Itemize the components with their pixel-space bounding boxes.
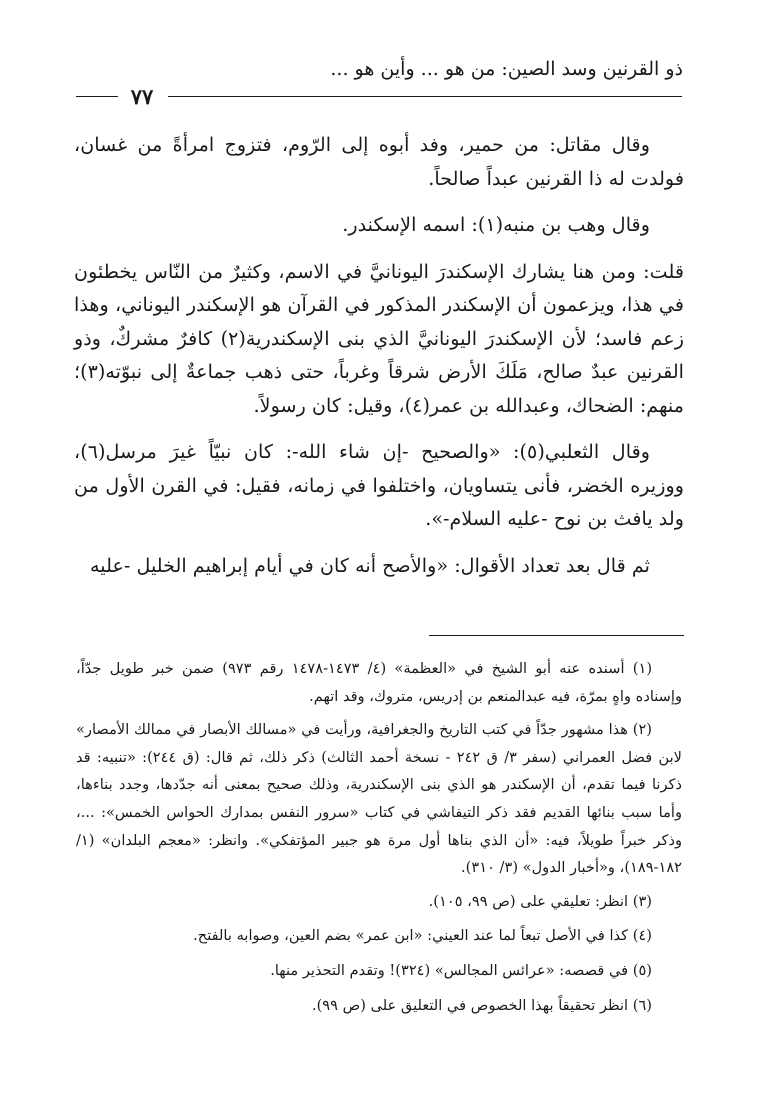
paragraph-wahb: وقال وهب بن منبه(١): اسمه الإسكندر. — [342, 213, 650, 236]
paragraph-thalabi: وقال الثعلبي(٥): «والصحيح -إن شاء الله-: كان نبيّاً غيرَ مرسل(٦)، ووزيره الخضر، فأنى يتساويان، واختلفوا في زمانه، فقيل: في القرن الأول من ولد يافث بن نوح -عليه السلام-». — [74, 440, 684, 530]
footnote-separator — [429, 635, 684, 636]
main-text — [74, 128, 684, 595]
footnote-5: (٥) في قصصه: «عرائس المجالس» (٣٢٤)! وتقدم التحذير منها. — [270, 961, 652, 979]
page-number: ٧٧ — [130, 84, 154, 109]
paragraph-qultu: قلت: ومن هنا يشارك الإسكندرَ اليونانيَّ في الاسم، وكثيرٌ من النّاس يخطئون في هذا، ويزعمون أن الإسكندر المذكور في القرآن هو الإسكندر اليوناني، وهذا زعم فاسد؛ لأن الإسكندرَ اليونانيَّ الذي بنى الإسكندرية(٢) كافرٌ مشركٌ، وذو القرنين عبدٌ صالح، مَلَكَ الأرض شرقاً وغرباً، حتى ذهب جماعةٌ إلى نبوّته(٣)؛ منهم: الضحاك، وعبدالله بن عمر(٤)، وقيل: كان رسولاً. — [74, 259, 684, 417]
footnote-3: (٣) انظر: تعليقي على (ص ٩٩، ١٠٥). — [428, 892, 652, 910]
header-rule — [168, 96, 682, 97]
footnote-2: (٢) هذا مشهور جدّاً في كتب التاريخ والجغرافية، ورأيت في «مسالك الأبصار في ممالك الأمصار» لابن فضل العمراني (سفر ٣/ ق ٢٤٢ - نسخة أحمد الثالث) ذكر ذلك، ثم قال: (ق ٢٤٤): «تنبيه: قد ذكرنا فيما تقدم، أن الإسكندر هو الذي بنى الإسكندرية، وذلك صحيح بمعنى أنه جدّدها، وجدد بناءها، وأما سبب بنائها القديم فقد ذكر التيفاشي في كتاب «سرور النفس بمدارك الحواس الخمس»: ...، وذكر خبراً طويلاً، فيه: «أن الذي بناها أول مرة هو جبير المؤتفكي». وانظر: «معجم البلدان» (١/ ١٨٢-١٨٩)، و«أخبار الدول» (٣/ ٣١٠). — [76, 721, 682, 877]
footnote-1: (١) أسنده عنه أبو الشيخ في «العظمة» (٤/ ١٤٧٣-١٤٧٨ رقم ٩٧٣) ضمن خبر طويل جدّاً، وإسناده واهٍ بمرّة، فيه عبدالمنعم بن إدريس، متروك، وقد اتهم. — [76, 660, 682, 705]
running-title: ذو القرنين وسد الصين: من هو ... وأين هو ... — [330, 58, 683, 80]
paragraph-continued: ثم قال بعد تعداد الأقوال: «والأصح أنه كان في أيام إبراهيم الخليل -عليه — [90, 553, 650, 577]
footnotes — [76, 655, 682, 1026]
footnote-4: (٤) كذا في الأصل تبعاً لما عند العيني: «ابن عمر» بضم العين، وصوابه بالفتح. — [193, 927, 652, 945]
paragraph-muqatil: وقال مقاتل: من حمير، وفد أبوه إلى الرّوم، فتزوج امرأةً من غسان، فولدت له ذا القرنين عبداً صالحاً. — [74, 133, 684, 190]
header-rule-short — [76, 96, 118, 97]
footnote-6: (٦) انظر تحقيقاً بهذا الخصوص في التعليق على (ص ٩٩). — [311, 996, 652, 1014]
